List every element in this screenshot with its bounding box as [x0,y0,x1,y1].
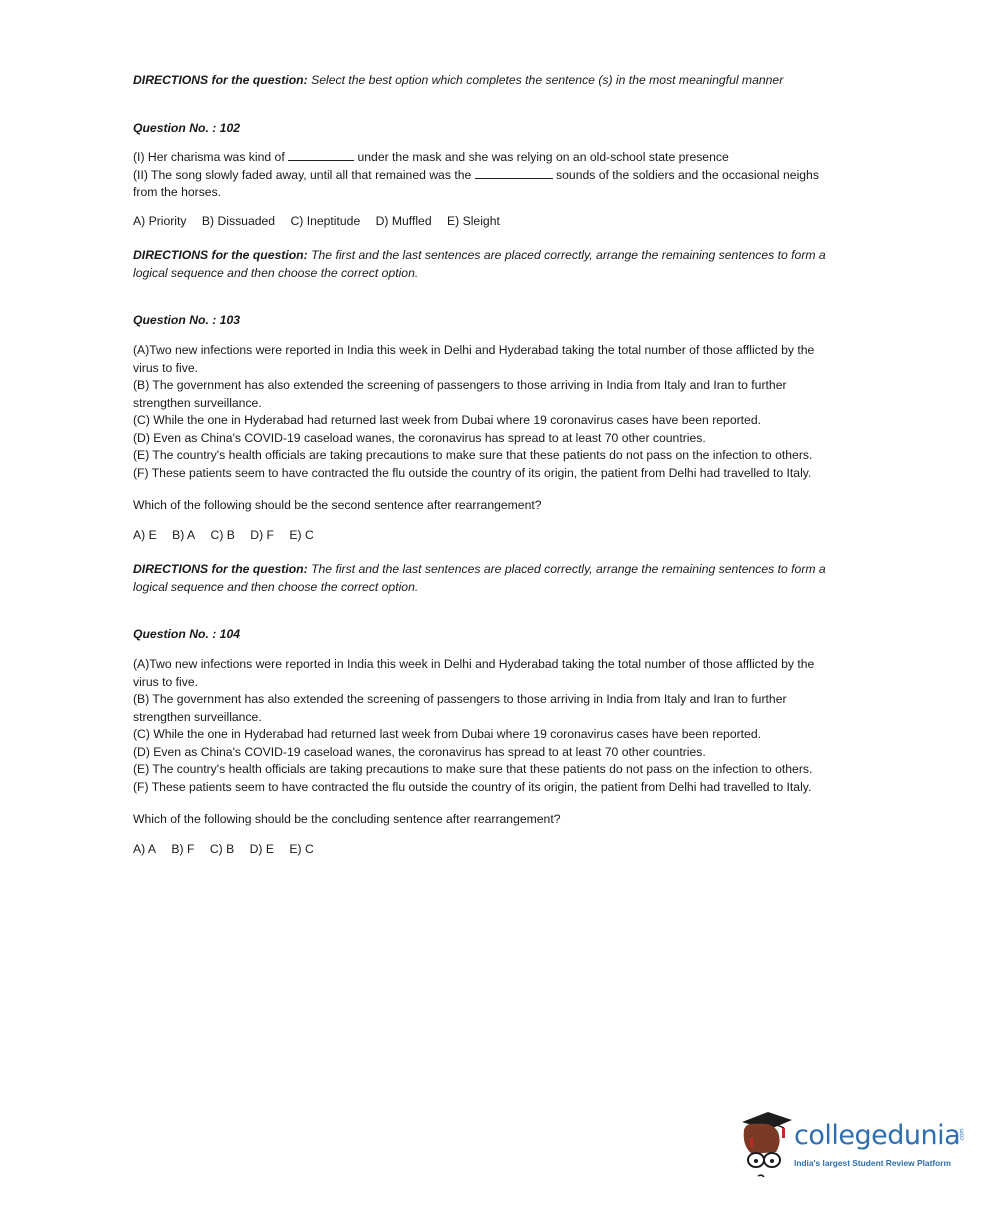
sentence-line: (E) The country's health officials are taking precautions to make sure that these patients do not pass on the infection to others. [133,762,813,776]
option[interactable]: D) Muffled [375,214,432,228]
sentence-line: (C) While the one in Hyderabad had returned last week from Dubai where 19 coronavirus cases have been reported. [133,727,761,741]
directions-text: Select the best option which completes the sentence (s) in the most meaningful manner [311,73,784,87]
sentence-2-part-a: (II) The song slowly faded away, until all that remained was the [133,167,475,182]
sentence-2-continued: from the horses. [133,185,222,199]
directions-text-continued: logical sequence and then choose the correct option. [133,579,419,594]
question-prompt: Which of the following should be the concluding sentence after rearrangement? [133,812,561,826]
logo-com: .com [959,1128,966,1142]
sentence-line: virus to five. [133,360,199,375]
sentence-line: (D) Even as China's COVID-19 caseload wanes, the coronavirus has spread to at least 70 other countries. [133,744,706,759]
option[interactable]: C) B [209,842,235,856]
option[interactable]: E) Sleight [447,214,500,228]
sentence-line: (B) The government has also extended the screening of passengers to those arriving in India from Italy and Iran to further [133,378,787,392]
sentence-line: (A)Two new infections were reported in India this week in Delhi and Hyderabad taking the total number of those afflicted by the [133,343,815,357]
option[interactable]: C) B [210,528,235,542]
sentence-1 [133,149,819,167]
question-104-sentences [133,656,814,796]
sentence-2 [133,167,819,185]
directions-lead: DIRECTIONS for the question: [133,73,308,87]
option[interactable]: D) F [250,528,274,542]
option[interactable]: A) A [133,842,157,856]
sentence-line: (D) Even as China's COVID-19 caseload wanes, the coronavirus has spread to at least 70 other countries. [133,430,706,445]
logo-wordmark: collegedunia [794,1120,961,1151]
question-prompt: Which of the following should be the second sentence after rearrangement? [133,498,542,512]
question-number: Question No. : 103 [133,313,240,327]
sentence-line: strengthen surveillance. [133,395,262,410]
directions-text: The first and the last sentences are placed correctly, arrange the remaining sentences to form a [311,562,826,576]
directions-3 [133,561,826,596]
option[interactable]: B) F [171,842,195,856]
student-mascot-icon [738,1108,794,1180]
sentence-line: (B) The government has also extended the screening of passengers to those arriving in India from Italy and Iran to further [133,692,787,706]
directions-lead: DIRECTIONS for the question: [133,248,308,262]
sentence-line: (E) The country's health officials are taking precautions to make sure that these patients do not pass on the infection to others. [133,448,813,462]
question-number: Question No. : 104 [133,627,240,641]
directions-lead: DIRECTIONS for the question: [133,562,308,576]
option[interactable]: C) Ineptitude [290,214,361,228]
question-number: Question No. : 102 [133,121,240,135]
directions-1 [133,72,783,90]
collegedunia-logo[interactable] [738,1108,968,1180]
sentence-line: (A)Two new infections were reported in India this week in Delhi and Hyderabad taking the total number of those afflicted by the [133,657,815,671]
directions-text-continued: logical sequence and then choose the correct option. [133,265,419,280]
sentence-line: (F) These patients seem to have contracted the flu outside the country of its origin, the patient from Delhi had travelled to Italy. [133,465,812,480]
logo-tagline: India's largest Student Review Platform [794,1158,951,1168]
question-103-sentences [133,342,814,482]
sentence-line: (C) While the one in Hyderabad had returned last week from Dubai where 19 coronavirus cases have been reported. [133,413,761,427]
question-102-body [133,149,819,202]
option[interactable]: B) Dissuaded [201,214,276,228]
options-102 [133,213,512,231]
sentence-1-part-a: (I) Her charisma was kind of [133,150,289,164]
option[interactable]: A) E [133,528,157,542]
fill-blank-2 [475,167,553,179]
sentence-line: strengthen surveillance. [133,709,262,724]
directions-2 [133,247,826,282]
option[interactable]: D) E [249,842,274,856]
sentence-2-part-b: sounds of the soldiers and the occasional neighs [552,167,819,182]
sentence-line: virus to five. [133,674,199,689]
option[interactable]: E) C [289,842,314,856]
options-103 [133,527,326,545]
option[interactable]: B) A [172,528,196,542]
option[interactable]: A) Priority [133,214,187,228]
option[interactable]: E) C [289,528,314,542]
sentence-line: (F) These patients seem to have contracted the flu outside the country of its origin, the patient from Delhi had travelled to Italy. [133,779,812,794]
sentence-1-part-b: under the mask and she was relying on an old-school state presence [354,150,729,164]
options-104 [133,841,326,859]
directions-text: The first and the last sentences are placed correctly, arrange the remaining sentences to form a [311,248,826,262]
fill-blank-1 [288,149,354,161]
